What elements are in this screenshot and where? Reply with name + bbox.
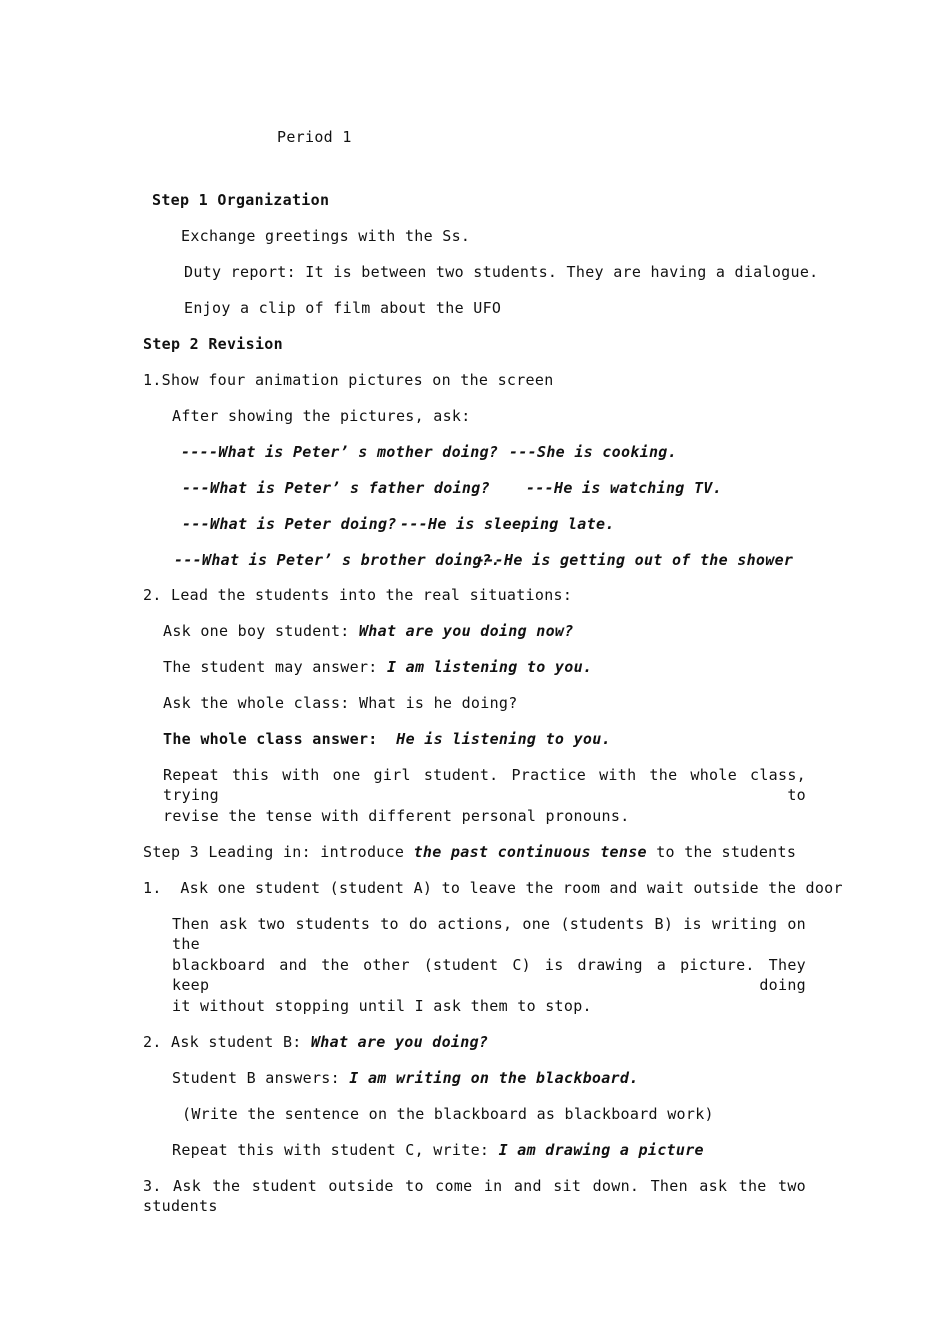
step3-item1-line3: blackboard and the other (student C) is drawing a picture. They keep doing xyxy=(172,956,806,994)
repeat-student-c-line xyxy=(172,1140,704,1160)
step3-item2-question: What are you doing? xyxy=(310,1033,489,1051)
class-answer-label: The whole class answer: xyxy=(163,730,397,748)
student-may-answer-line xyxy=(163,657,592,677)
step3-item3: 3. Ask the student outside to come in and sit down. Then ask the two students xyxy=(143,1177,806,1215)
qa-answer: ---He is watching TV. xyxy=(526,479,722,497)
step3-item2-label: 2. Ask student B: xyxy=(143,1033,311,1051)
step3-item2 xyxy=(143,1032,488,1052)
qa-answer: ---He is sleeping late. xyxy=(400,515,615,533)
step3-item1-line4: it without stopping until I ask them to stop. xyxy=(172,997,592,1015)
step1-item-film: Enjoy a clip of film about the UFO xyxy=(184,299,502,317)
step1-heading: Step 1 Organization xyxy=(152,191,330,209)
step3-heading xyxy=(143,842,796,862)
step3-item1-line2: Then ask two students to do actions, one (students B) is writing on the xyxy=(172,915,806,953)
repeat-line-1: Repeat this with one girl student. Practice with the whole class, trying to xyxy=(163,766,806,804)
step1-item-greetings: Exchange greetings with the Ss. xyxy=(181,227,471,245)
write-sentence-note: (Write the sentence on the blackboard as blackboard work) xyxy=(182,1105,714,1123)
ask-class-line: Ask the whole class: What is he doing? xyxy=(163,694,518,712)
step3-heading-pre: Step 3 Leading in: introduce xyxy=(143,843,414,861)
qa-question: ---What is Peter doing? xyxy=(182,515,397,533)
qa-answer: ---She is cooking. xyxy=(509,443,677,461)
student-may-label: The student may answer: xyxy=(163,658,387,676)
qa-answer: ---He is getting out of the shower xyxy=(476,551,794,569)
student-b-label: Student B answers: xyxy=(172,1069,350,1087)
step3-heading-em: the past continuous tense xyxy=(413,843,647,861)
step1-item-duty-report: Duty report: It is between two students. They are having a dialogue. xyxy=(184,263,819,281)
qa-question: ---What is Peter’ s father doing? xyxy=(182,479,490,497)
repeat-line-2: revise the tense with different personal pronouns. xyxy=(163,807,630,825)
step2-item2: 2. Lead the students into the real situations: xyxy=(143,586,573,604)
class-answer: He is listening to you. xyxy=(396,730,611,748)
period-title: Period 1 xyxy=(277,128,352,146)
student-b-answers-line xyxy=(172,1068,639,1088)
step2-heading: Step 2 Revision xyxy=(143,335,283,353)
repeat-c-label: Repeat this with student C, write: xyxy=(172,1141,499,1159)
class-answer-line xyxy=(163,729,611,749)
step2-after-showing: After showing the pictures, ask: xyxy=(172,407,471,425)
qa-question: ----What is Peter’ s mother doing? xyxy=(181,443,499,461)
step2-item1: 1.Show four animation pictures on the screen xyxy=(143,371,554,389)
student-may-answer: I am listening to you. xyxy=(386,658,593,676)
qa-question: ---What is Peter’ s brother doing?. xyxy=(174,551,501,569)
repeat-c-sentence: I am drawing a picture xyxy=(498,1141,704,1159)
student-b-answer: I am writing on the blackboard. xyxy=(349,1069,639,1087)
step3-heading-post: to the students xyxy=(646,843,797,861)
ask-boy-question: What are you doing now? xyxy=(358,622,574,640)
step3-item1: 1. Ask one student (student A) to leave the room and wait outside the door xyxy=(143,879,843,897)
ask-boy-label: Ask one boy student: xyxy=(163,622,359,640)
ask-boy-line xyxy=(163,621,574,641)
